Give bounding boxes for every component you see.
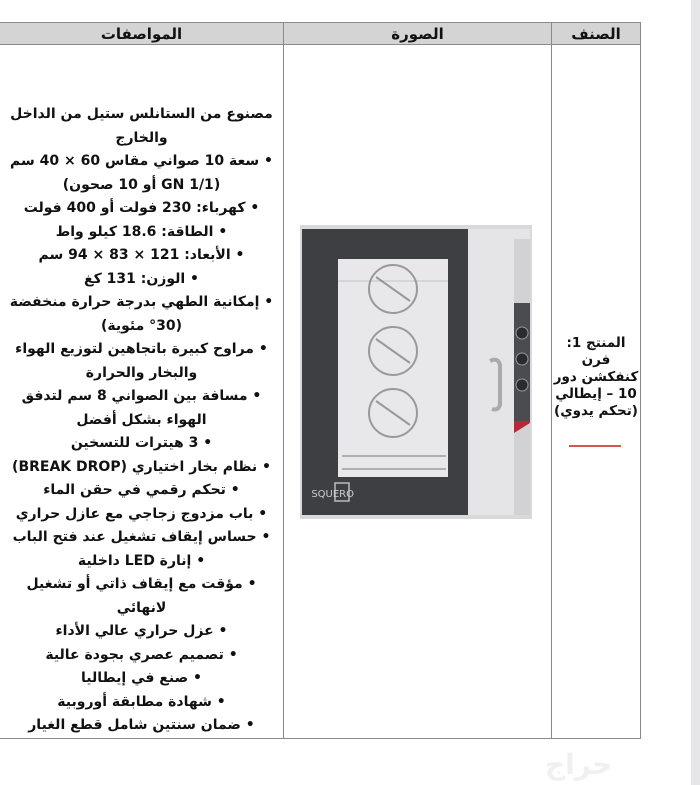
spec-item: • مؤقت مع إيقاف ذاتي أو تشغيل لانهائي (26, 576, 257, 616)
specs-list (0, 45, 283, 738)
table-row (0, 45, 641, 739)
spec-item: • إمكانية الطهي بدرجة حرارة منخفضة (30° مئوية) (9, 294, 274, 334)
brand-name: SQUERO (311, 489, 354, 500)
spec-item: • الطاقة: 18.6 كيلو واط (55, 223, 228, 240)
header-specs: المواصفات (0, 23, 284, 45)
spec-item: • تصميم عصري بجودة عالية (45, 646, 238, 663)
header-image: الصورة (284, 23, 552, 45)
spec-item: • إنارة LED داخلية (77, 552, 206, 569)
category-line: 10 – إيطالي (555, 386, 637, 402)
watermark-logo: حراج (545, 748, 613, 781)
category-line: فرن (581, 352, 611, 368)
image-cell (284, 45, 552, 739)
spec-item: • كهرباء: 230 فولت أو 400 فولت (23, 200, 260, 216)
category-line: المنتج 1: (566, 335, 626, 351)
specs-cell (0, 45, 284, 739)
spec-item: • صنع في إيطاليا (81, 670, 202, 686)
spec-item: • مراوح كبيرة باتجاهين لتوزيع الهواء والبخار والحرارة (15, 341, 268, 381)
spec-item: • 3 هيترات للتسخين (70, 435, 213, 451)
header-category: الصنف (552, 23, 641, 45)
oven-image (300, 221, 532, 521)
header-row (0, 23, 641, 45)
spec-item: • ضمان سنتين شامل قطع الغيار (28, 717, 255, 733)
spec-item: مصنوع من الستانلس ستيل من الداخل والخارج (10, 106, 273, 146)
category-line: (تحكم يدوي) (554, 403, 638, 419)
spec-item: • الأبعاد: 121 × 83 × 94 سم (38, 247, 245, 263)
product-table (0, 22, 641, 739)
spec-item: • باب مزدوج زجاجي مع عازل حراري (15, 505, 268, 522)
red-underline (569, 445, 621, 447)
spec-item: • تحكم رقمي في حقن الماء (43, 482, 240, 498)
spec-item: • نظام بخار اختياري (BREAK DROP) (12, 458, 271, 475)
spec-item: • الوزن: 131 كغ (84, 270, 199, 287)
spec-item: • سعة 10 صواني مقاس 60 × 40 سم (GN 1/1 أو 10 صحون) (10, 153, 273, 193)
spec-item: • حساس إيقاف تشغيل عند فتح الباب (12, 529, 271, 545)
spec-item: • شهادة مطابقة أوروبية (57, 693, 226, 710)
spec-item: • عزل حراري عالي الأداء (55, 623, 228, 639)
spec-item: • مسافة بين الصواني 8 سم لتدفق الهواء بشكل أفضل (21, 388, 262, 428)
scrollbar-track[interactable] (691, 0, 700, 785)
category-cell (552, 45, 641, 739)
category-text (552, 335, 640, 420)
category-line: كنفكشن دور (553, 369, 639, 385)
